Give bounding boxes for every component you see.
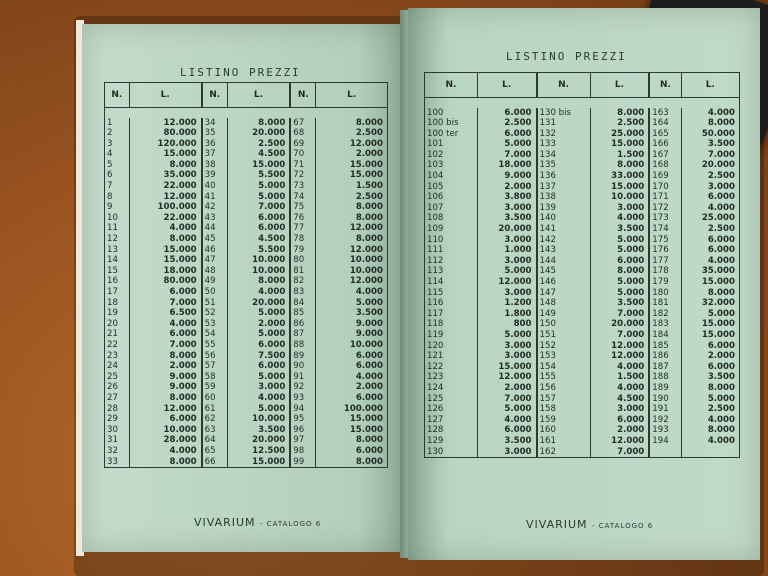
item-price-column: 8.000 2.500 12.000 2.000 15.000 15.000 1.500 2.500 8.000 8.000 12.000 8.000 12.000 10.000 10.000 12.000 4.000 5.000 3.500 9.000 9.000 10.000 6.000 6.000 4.000 2.000 6.000 100.000 15.000 15.000 8.000 6.000 8.000	[316, 118, 388, 468]
left-page-title: LISTINO PREZZI	[180, 66, 301, 79]
column-header-price: L.	[477, 73, 536, 98]
item-number-column: 100 100 bis 100 ter 101 102 103 104 105 106 107 108 109 110 111 112 113 114 115 116 117 118 119 120 121 122 123 124 125 126 127 128 129 130	[427, 107, 459, 457]
item-number-column: 163 164 165 166 167 168 169 170 171 172 173 174 175 176 177 178 179 180 181 182 183 184 185 186 187 188 189 190 191 192 193 194	[649, 108, 681, 458]
footer-catalog: - CATALOGO 6	[592, 522, 654, 530]
column-header-price: L.	[590, 73, 649, 98]
item-price-column: 8.000 20.000 2.500 4.500 15.000 5.500 5.000 5.000 7.000 6.000 6.000 4.500 5.500 10.000 10.000 8.000 4.000 20.000 5.000 2.000 5.000 6.000 7.500 6.000 5.000 3.000 4.000 5.000 10.000 3.500 20.000 12.500 15.000	[227, 118, 290, 468]
column-header-price: L.	[227, 83, 290, 108]
right-price-table	[424, 72, 740, 458]
footer-catalog: - CATALOGO 6	[260, 520, 322, 528]
footer-brand: VIVARIUM	[526, 518, 588, 531]
right-page-footer	[526, 518, 653, 531]
column-header-number: N.	[202, 83, 228, 108]
column-header-number: N.	[649, 73, 681, 98]
column-header-number: N.	[537, 73, 591, 98]
item-number-column: 130 bis 131 132 133 134 135 136 137 138 139 140 141 142 143 144 145 146 147 148 149 150 151 152 153 154 155 156 157 158 159 160 161 162	[537, 108, 591, 458]
column-header-number: N.	[425, 73, 478, 98]
column-header-price: L.	[681, 73, 739, 98]
right-page	[408, 8, 760, 560]
column-header-price: L.	[129, 83, 201, 108]
item-price-column: 6.000 2.500 6.000 5.000 7.000 18.000 9.000 2.000 3.800 3.000 3.500 20.000 3.000 1.000 3.000 5.000 12.000 3.000 1.200 1.800 800 5.000 3.000 3.000 15.000 12.000 2.000 7.000 5.000 4.000 6.000 3.500 3.000	[477, 108, 536, 458]
column-header-price: L.	[316, 83, 388, 108]
left-page-footer	[194, 516, 321, 529]
left-page	[82, 24, 406, 552]
item-number-column: 1 2 3 4 5 6 7 8 9 10 11 12 13 14 15 16 17 18 19 20 21 22 23 24 25 26 27 28 29 30 31 32 33	[107, 117, 118, 467]
right-page-title: LISTINO PREZZI	[506, 50, 627, 63]
item-price-column: 4.000 8.000 50.000 3.500 7.000 20.000 2.500 3.000 6.000 4.000 25.000 2.500 6.000 6.000 4.000 35.000 15.000 8.000 32.000 5.000 15.000 15.000 6.000 2.000 6.000 3.500 8.000 5.000 2.500 4.000 8.000 4.000	[681, 108, 739, 458]
footer-brand: VIVARIUM	[194, 516, 256, 529]
item-price-column: 12.000 80.000 120.000 15.000 8.000 35.000 22.000 12.000 100.000 22.000 4.000 8.000 15.000 15.000 18.000 80.000 6.000 7.000 6.500 4.000 6.000 7.000 8.000 2.000 9.000 9.000 8.000 12.000 6.000 10.000 28.000 4.000 8.000	[129, 118, 201, 468]
item-number-column: 34 35 36 37 38 39 40 41 42 43 44 45 46 47 48 49 50 51 52 53 54 55 56 57 58 59 60 61 62 63 64 65 66	[202, 118, 228, 468]
left-price-table	[104, 82, 388, 468]
item-number-column: 67 68 69 70 71 72 73 74 75 76 77 78 79 80 81 82 83 84 85 86 87 88 89 90 91 92 93 94 95 96 97 98 99	[290, 118, 316, 468]
column-header-number: N.	[105, 83, 130, 108]
item-price-column: 8.000 2.500 25.000 15.000 1.500 8.000 33.000 15.000 10.000 3.000 4.000 3.500 5.000 5.000 6.000 8.000 5.000 5.000 3.500 7.000 20.000 7.000 12.000 12.000 4.000 1.500 4.000 4.500 3.000 6.000 2.000 12.000 7.000	[590, 108, 649, 458]
column-header-number: N.	[290, 83, 316, 108]
